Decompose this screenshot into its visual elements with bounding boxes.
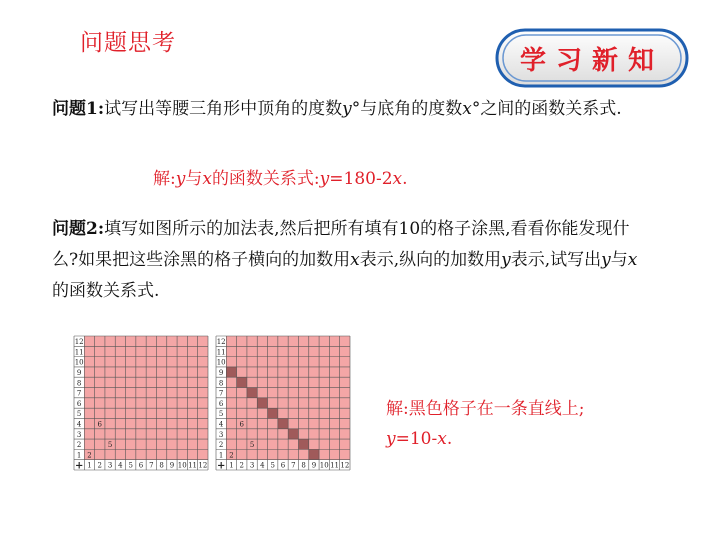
column-label: 12 [198,461,208,470]
answer-2 [386,394,584,454]
a1-var-1: y [175,169,186,189]
row-label: 5 [76,410,82,419]
shaded-cell-sum-10 [268,408,278,418]
q2-var-4: x [627,250,638,270]
column-label: 7 [291,461,296,470]
column-label: 5 [128,461,133,470]
a1-var-3: y [319,169,330,189]
addition-table-shaded-svg [216,336,350,470]
a2-var-x: x [437,429,447,449]
answer-1 [153,167,408,191]
shaded-cell-sum-10 [309,449,319,459]
column-label: 5 [270,461,275,470]
row-label: 12 [74,338,84,347]
row-label: 2 [76,441,82,450]
row-label: 4 [76,420,82,429]
sample-sum-value: 2 [87,451,92,460]
shaded-cell-sum-10 [257,398,267,408]
plus-sign: + [216,460,226,472]
addition-table-blank-svg [74,336,208,470]
sample-sum-value: 5 [107,441,113,450]
column-label: 12 [340,461,350,470]
a1-text-3: 的函数关系式: [211,169,320,189]
q2-text-2: 表示,纵向的加数用 [359,250,502,270]
shaded-cell-sum-10 [247,388,257,398]
column-label: 1 [87,461,92,470]
q1-text-3: °之间的函数关系式. [471,99,622,119]
q2-var-2: y [501,250,511,270]
column-label: 4 [260,461,265,470]
row-label: 11 [216,348,226,357]
row-label: 1 [76,451,82,460]
column-label: 8 [301,461,306,470]
addition-table-shaded [216,336,350,470]
column-label: 3 [249,461,255,470]
q2-var-3: y [601,250,611,270]
column-label: 2 [239,461,245,470]
badge-label: 学习新知 [519,46,664,76]
shaded-cell-sum-10 [298,439,308,449]
a1-text-2: 与 [185,169,203,189]
row-label: 6 [76,399,82,408]
row-label: 10 [216,358,226,367]
row-label: 5 [218,410,224,419]
row-label: 10 [74,358,84,367]
row-label: 9 [218,368,224,377]
column-label: 11 [330,461,339,470]
q2-text-4: 与 [610,250,628,270]
row-label: 12 [216,338,226,347]
q1-text-1: 试写出等腰三角形中顶角的度数 [104,99,343,119]
column-label: 8 [159,461,164,470]
column-label: 10 [177,461,187,470]
question-2 [52,214,652,307]
shaded-cell-sum-10 [226,367,236,377]
row-label: 1 [218,451,224,460]
column-label: 11 [188,461,197,470]
plus-sign: + [74,460,84,472]
row-label: 2 [218,441,224,450]
shaded-cell-sum-10 [288,429,298,439]
row-label: 8 [76,379,82,388]
a1-text-1: 解: [153,169,176,189]
column-label: 3 [107,461,113,470]
a2-var-y: y [386,429,396,449]
q1-text-2: °与底角的度数 [351,99,463,119]
row-label: 8 [218,379,224,388]
column-label: 1 [229,461,234,470]
row-label: 7 [76,389,82,398]
row-label: 3 [76,430,82,439]
a2-text-1: =10- [395,429,438,449]
a2-text-2: . [446,429,453,449]
question-2-label: 问题2: [52,219,105,239]
column-label: 4 [118,461,123,470]
column-label: 10 [319,461,329,470]
learn-new-badge [494,26,690,90]
a1-text-4: =180-2 [329,169,393,189]
row-label: 4 [218,420,224,429]
question-1-label: 问题1: [52,99,105,119]
column-label: 6 [138,461,144,470]
question-1 [52,94,652,125]
a1-text-5: . [402,169,408,189]
section-title: 问题思考 [80,30,176,56]
column-label: 6 [280,461,286,470]
a1-var-2: x [202,169,212,189]
column-label: 2 [97,461,103,470]
answer-2-line-2 [386,424,584,454]
q2-var-1: x [350,250,360,270]
row-label: 3 [218,430,224,439]
row-label: 6 [218,399,224,408]
addition-table-blank [74,336,208,470]
a1-var-4: x [392,169,403,189]
column-label: 9 [311,461,317,470]
sample-sum-value: 6 [97,420,103,429]
answer-2-line-1: 解:黑色格子在一条直线上; [386,399,585,419]
row-label: 7 [218,389,224,398]
column-label: 9 [169,461,175,470]
shaded-cell-sum-10 [237,377,247,387]
sample-sum-value: 5 [249,441,255,450]
sample-sum-value: 6 [239,420,245,429]
q1-var-x: x [462,99,472,119]
q2-text-3: 表示,试写出 [510,250,602,270]
q2-text-1: 填写如图所示的加法表,然后把所有填有10的格子涂黑,看看你能发现什么?如果把这些涂黑的格子横向的加数用 [52,219,630,270]
shaded-cell-sum-10 [278,418,288,428]
row-label: 9 [76,368,82,377]
row-label: 11 [74,348,84,357]
q2-text-5: 的函数关系式. [52,281,160,301]
q1-var-y: y [342,99,352,119]
sample-sum-value: 2 [229,451,234,460]
column-label: 7 [149,461,154,470]
